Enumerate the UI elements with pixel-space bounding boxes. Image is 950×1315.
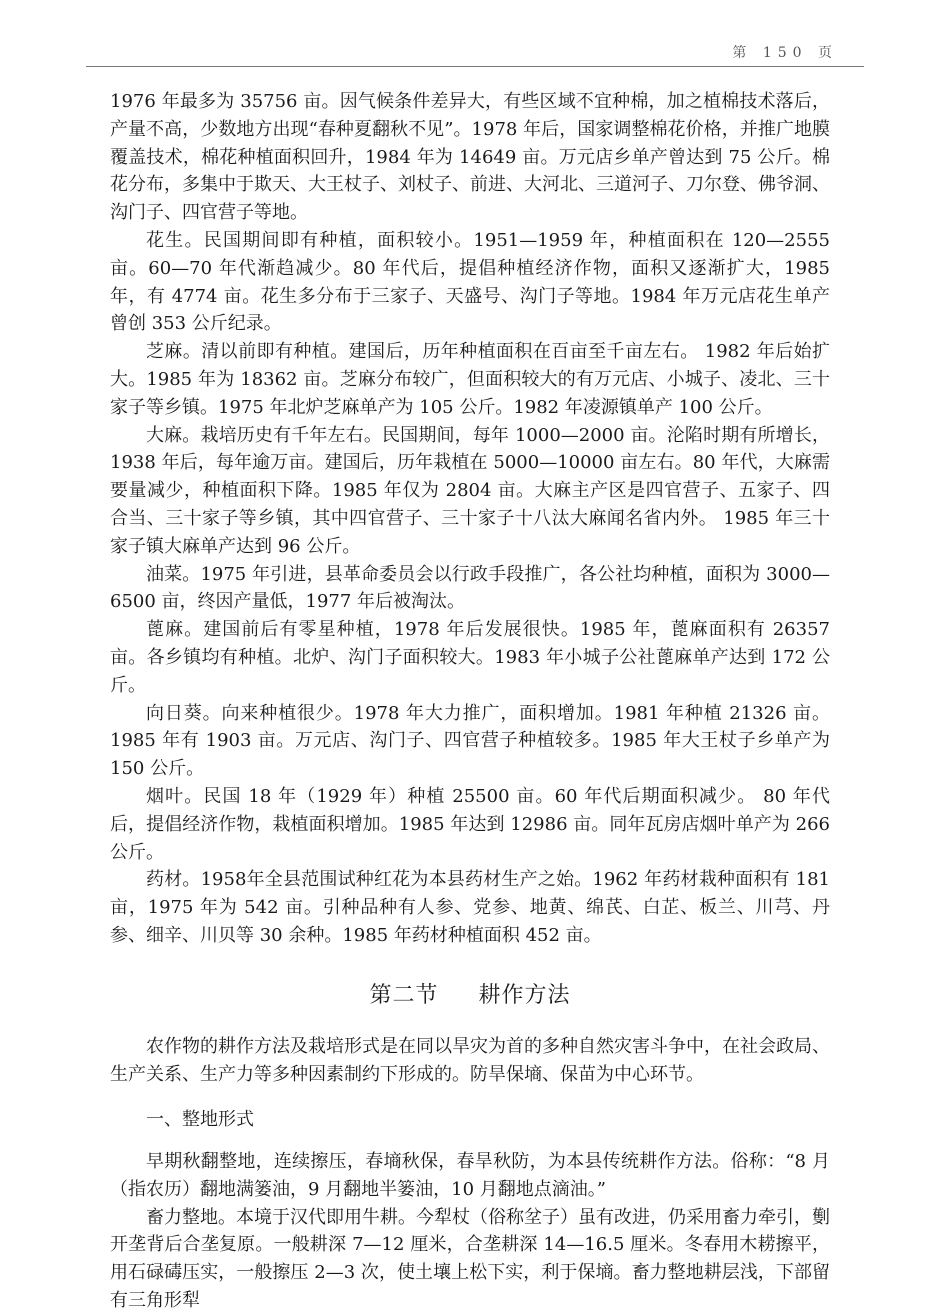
section-number: 第二节 (369, 982, 439, 1008)
section-heading (110, 978, 830, 1009)
paragraph-animal-tillage: 畜力整地。本境于汉代即用牛耕。今犁杖（俗称坌子）虽有改进，仍采用畜力牵引，劐开垄背后合垄复原。一般耕深 7—12 厘米，合垄耕深 14—16.5 厘米。冬春用木耢擦平，用石碌碡压实，一般擦压 2—3 次，使土壤上松下实，利于保墒。畜力整地耕层浅，下部留有三角形犁 (110, 1206, 830, 1312)
paragraph-section-intro: 农作物的耕作方法及栽培形式是在同以旱灾为首的多种自然灾害斗争中，在社会政局、生产关系、生产力等多种因素制约下形成的。防旱保墒、保苗为中心环节。 (110, 1035, 830, 1085)
paragraph-rapeseed: 油菜。1975 年引进，县革命委员会以行政手段推广，各公社均种植，面积为 3000—6500 亩，终因产量低，1977 年后被淘汰。 (110, 563, 830, 613)
header-divider (86, 66, 864, 67)
paragraph-castor: 蓖麻。建国前后有零星种植，1978 年后发展很快。1985 年，蓖麻面积有 26357 亩。各乡镇均有种植。北炉、沟门子面积较大。1983 年小城子公社蓖麻单产达到 172 公斤。 (110, 619, 830, 696)
paragraph-tobacco: 烟叶。民国 18 年（1929 年）种植 25500 亩。60 年代后期面积减少。 80 年代后，提倡经济作物，栽植面积增加。1985 年达到 12986 亩。同年瓦房店烟叶单产为 266 公斤。 (110, 785, 830, 863)
paragraph-cotton-continued: 1976 年最多为 35756 亩。因气候条件差异大，有些区域不宜种棉，加之植棉技术落后，产量不高，少数地方出现“春种夏翻秋不见”。1978 年后，国家调整棉花价格，并推广地膜覆盖技术，棉花种植面积回升，1984 年为 14649 亩。万元店乡单产曾达到 75 公斤。棉花分布，多集中于欺天、大王杖子、刘杖子、前进、大河北、三道河子、刀尔登、佛爷洞、沟门子、四官营子等地。 (110, 91, 830, 224)
subsection-heading: 一、整地形式 (146, 1109, 254, 1131)
section-title-text: 耕作方法 (478, 982, 571, 1008)
document-body (110, 88, 830, 1315)
page-number-header: 第 150 页 (732, 45, 838, 61)
paragraph-peanut: 花生。民国期间即有种植，面积较小。1951—1959 年，种植面积在 120—2555 亩。60—70 年代渐趋减少。80 年代后，提倡种植经济作物，面积又逐渐扩大，1985 年，有 4774 亩。花生多分布于三家子、天盛号、沟门子等地。1984 年万元店花生单产曾创 353 公斤纪录。 (110, 229, 830, 335)
paragraph-medicinal: 药材。1958年全县范围试种红花为本县药材生产之始。1962 年药材栽种面积有 181 亩，1975 年为 542 亩。引种品种有人参、党参、地黄、绵芪、白芷、板兰、川芎、丹参、细辛、川贝等 30 余种。1985 年药材种植面积 452 亩。 (110, 869, 830, 946)
paragraph-hemp: 大麻。栽培历史有千年左右。民国期间，每年 1000—2000 亩。沦陷时期有所增长，1938 年后，每年逾万亩。建国后，历年栽植在 5000—10000 亩左右。80 年代，大麻需要量减少，种植面积下降。1985 年仅为 2804 亩。大麻主产区是四官营子、五家子、四合当、三十家子等乡镇，其中四官营子、三十家子十八汰大麻闻名省内外。 1985 年三十家子镇大麻单产达到 96 公斤。 (110, 424, 830, 557)
paragraph-sunflower: 向日葵。向来种植很少。1978 年大力推广，面积增加。1981 年种植 21326 亩。1985 年有 1903 亩。万元店、沟门子、四官营子种植较多。1985 年大王杖子乡单产为 150 公斤。 (110, 702, 830, 780)
paragraph-autumn-plowing: 早期秋翻整地，连续擦压，春墒秋保，春旱秋防，为本县传统耕作方法。俗称：“8 月（指农历）翻地满篓油，9 月翻地半篓油，10 月翻地点滴油。” (110, 1151, 830, 1200)
paragraph-sesame: 芝麻。清以前即有种植。建国后，历年种植面积在百亩至千亩左右。 1982 年后始扩大。1985 年为 18362 亩。芝麻分布较广，但面积较大的有万元店、小城子、凌北、三十家子等乡镇。1975 年北炉芝麻单产为 105 公斤。1982 年凌源镇单产 100 公斤。 (110, 341, 830, 418)
